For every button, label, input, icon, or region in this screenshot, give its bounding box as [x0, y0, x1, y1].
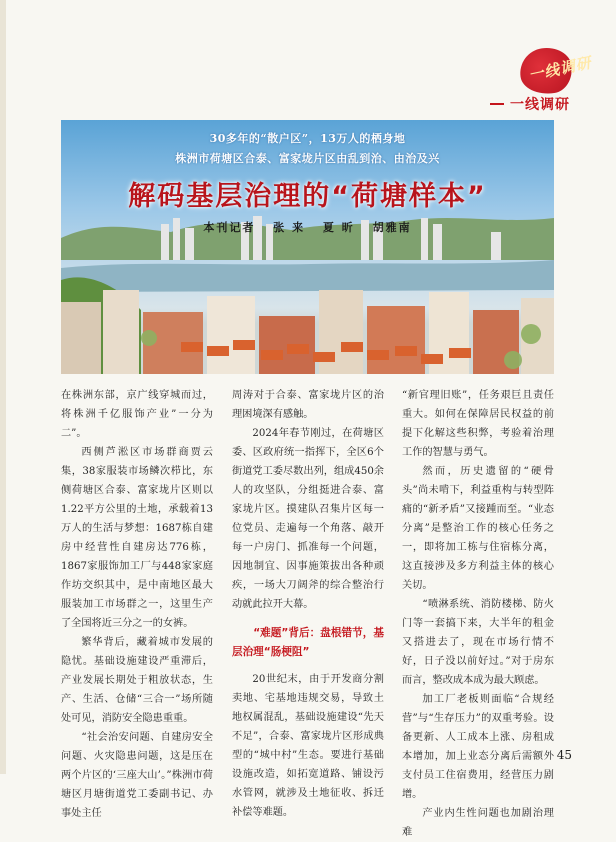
page-edge [0, 0, 6, 774]
byline-label: 本刊记者 [203, 221, 256, 234]
paragraph: 然而，历史遗留的“硬骨头”尚未啃下，利益重构与转型阵痛的“新矛盾”又接踵而至。“业态分离”是整治工作的核心任务之一，即将加工栋与住宿栋分离，这直接涉及多方利益主体的核心关切。 [402, 466, 554, 591]
article-headline: 解码基层治理的“荷塘样本” [128, 181, 487, 212]
hero-text-block [61, 120, 554, 235]
paragraph: 2024年春节刚过，在荷塘区委、区政府统一指挥下，全区6个街道党工委尽数出列，组成450余人的攻坚队，分组挺进合泰、富家垅片区。摸建队召集片区每一位党员、走遍每一个角落、敲开每一户房门、抓准每一个问题，因地制宜、因事施策拔出各种顽疾，一场大刀阔斧的综合整治行动就此拉开大幕。 [232, 428, 384, 610]
paragraph: 20世纪末，由于开发商分割卖地、宅基地违规交易，导致土地权属混乱，基础设施建设“先天不足”，合泰、富家垅片区形成典型的“城中村”生态。要进行基础设施改造，如拓宽道路、铺设污水管网，就涉及土地征收、拆迁补偿等难题。 [232, 674, 384, 818]
paragraph: “社会治安问题、自建房安全问题、火灾隐患问题，这是压在两个片区的‘三座大山’。”株洲市荷塘区月塘街道党工委副书记、办事处主任 [61, 732, 213, 819]
author-3: 胡雅南 [372, 221, 412, 234]
author-1: 张 来 [273, 221, 306, 234]
column-label: 一线调研 [510, 97, 570, 113]
kicker-line-2: 株洲市荷塘区合泰、富家垅片区由乱到治、由治及兴 [175, 152, 440, 165]
text-column-2 [232, 386, 384, 822]
logo-script-text: 一线调研 [526, 53, 594, 85]
paragraph: 西侧芦淞区市场群商贾云集，38家服装市场鳞次栉比，东侧荷塘区合泰、富家垅片区则以1.22平方公里的土地，承载着13万人的生活与梦想：1687栋自建房中经营性自建房达776栋，1867家服饰加工厂与448家家庭作坊交织其中，是中南地区最大服装加工市场群之一，这里生产了全国将近三分之一的女裤。 [61, 447, 213, 629]
paragraph: 在株洲东部，京广线穿城而过，将株洲千亿服饰产业”一分为二”。 [61, 390, 213, 439]
paragraph: “新官理旧账”，任务艰巨且责任重大。如何在保障居民权益的前提下化解这些积弊，考验着治理工作的智慧与勇气。 [402, 390, 554, 458]
text-column-1 [61, 386, 213, 823]
page-number: 45 [556, 748, 572, 762]
paragraph: 产业内生性问题也加剧治理难 [402, 808, 554, 838]
kicker-line-1: 30多年的“散户区”，13万人的栖身地 [209, 132, 406, 145]
paragraph: 周涛对于合泰、富家垅片区的治理困境深有感触。 [232, 390, 384, 420]
paragraph: 繁华背后，藏着城市发展的隐忧。基础设施建设严重滞后，产业发展长期处于粗放状态，生产、生活、仓储“三合一”场所随处可见，消防安全隐患重重。 [61, 637, 213, 724]
paragraph: 加工厂老板则面临“合规经营”与“生存压力”的双重考验。设备更新、人工成本上涨、房租成本增加，加上业态分离后需额外支付员工住宿费用，经营压力剧增。 [402, 694, 554, 800]
column-label-rule [490, 103, 504, 105]
paragraph: “喷淋系统、消防楼梯、防火门等一套搞下来，大半年的租金又搭进去了，现在市场行情不好，日子没以前好过。”对于房东而言，整改成本成为最大顾虑。 [402, 599, 554, 686]
author-2: 夏 昕 [322, 221, 355, 234]
section-subheading: “难题”背后：盘根错节，基层治理“肠梗阻” [232, 627, 384, 658]
byline [61, 219, 554, 235]
hero-photo [61, 120, 554, 374]
